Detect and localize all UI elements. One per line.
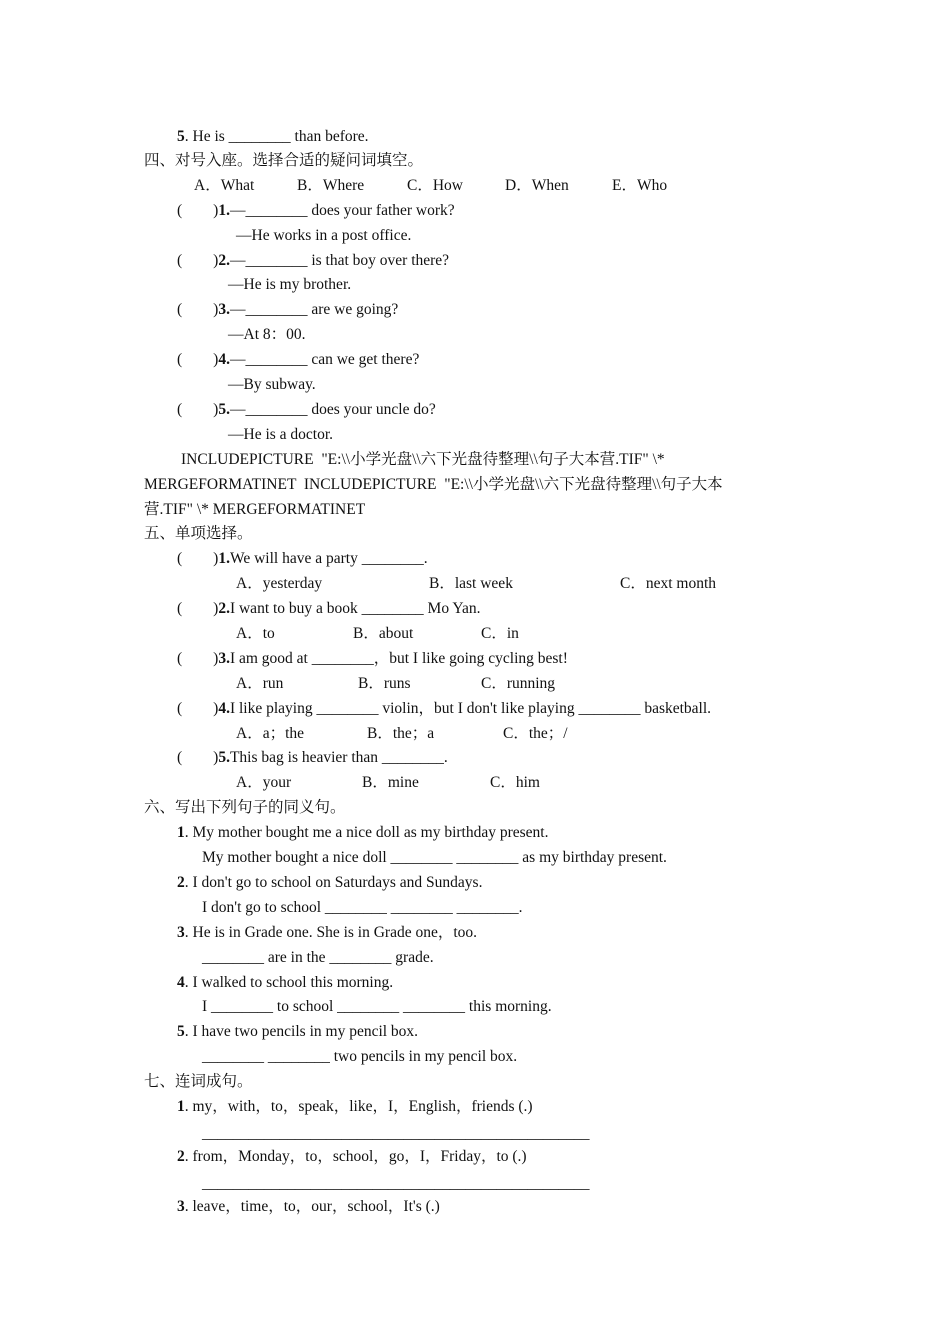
text-line (202, 1124, 590, 1144)
line-text: ( ) (177, 252, 219, 269)
question-text: —________ are we going? (229, 301, 399, 318)
text-line (144, 1072, 253, 1092)
answer-option: B．the；a (367, 725, 435, 742)
text-line (144, 475, 723, 495)
question-text: —________ can we get there? (229, 351, 420, 368)
question-text: I like playing ________ violin，but I don't like playing ________ basketball. (229, 700, 712, 717)
text-line (228, 275, 351, 295)
item-number: 3 (177, 924, 185, 941)
item-number: 3 (177, 1198, 185, 1215)
line-text: —He works in a post office. (236, 227, 412, 244)
question-number: 5. (218, 401, 230, 418)
text-line (144, 500, 365, 520)
text-line (177, 923, 477, 943)
answer-option: C．him (490, 774, 540, 791)
question-number: 1. (218, 202, 230, 219)
line-text: . from，Monday，to，school，go，I，Friday，to (.) (184, 1148, 527, 1165)
line-text: ( ) (177, 700, 219, 717)
item-number: 5 (177, 1023, 185, 1040)
text-line (177, 823, 549, 843)
answer-option: B．mine (362, 774, 419, 791)
answer-option: C．in (481, 625, 519, 642)
answer-option: A．to (236, 625, 275, 642)
answer-option: A．your (236, 774, 292, 791)
text-line (177, 127, 369, 147)
line-text: My mother bought a nice doll ________ ________ as my birthday present. (202, 849, 667, 866)
line-text: __________________________________________________ (202, 1175, 590, 1192)
question-text: —________ does your father work? (229, 202, 455, 219)
line-text: ( ) (177, 301, 219, 318)
question-text: This bag is heavier than ________. (229, 749, 448, 766)
answer-option: C．next month (620, 575, 717, 592)
line-text: INCLUDEPICTURE "E:\\小学光盘\\六下光盘待整理\\句子大本营.TIF" \* (181, 451, 665, 468)
line-text: I don't go to school ________ ________ ________. (202, 899, 523, 916)
line-text: . I don't go to school on Saturdays and Sundays. (184, 874, 483, 891)
line-text: 四、对号入座。选择合适的疑问词填空。 (144, 152, 424, 169)
text-line (177, 350, 419, 370)
answer-option: A．What (194, 177, 255, 194)
question-text: We will have a party ________. (229, 550, 428, 567)
question-text: —________ does your uncle do? (229, 401, 436, 418)
text-line (202, 948, 434, 968)
line-text: 七、连词成句。 (144, 1073, 253, 1090)
line-text: ( ) (177, 749, 219, 766)
text-line (202, 1174, 590, 1194)
answer-option: A．yesterday (236, 575, 323, 592)
line-text: 六、写出下列句子的同义句。 (144, 799, 346, 816)
text-line (228, 425, 333, 445)
text-line (177, 599, 481, 619)
line-text: . my，with，to，speak，like，I，English，friends (.) (184, 1098, 533, 1115)
text-line (177, 649, 568, 669)
line-text: —He is a doctor. (228, 426, 334, 443)
text-line (177, 251, 449, 271)
text-line (177, 973, 393, 993)
item-number: 1 (177, 1098, 185, 1115)
line-text: ( ) (177, 600, 219, 617)
item-number: 2 (177, 1148, 185, 1165)
line-text: ( ) (177, 650, 219, 667)
question-number: 1. (218, 550, 230, 567)
answer-option: C．the；/ (503, 725, 568, 742)
answer-option: A．run (236, 675, 284, 692)
line-text: 五、单项选择。 (144, 525, 253, 542)
text-line (177, 1197, 440, 1217)
text-line (177, 400, 436, 420)
text-line (177, 201, 455, 221)
line-text: ________ are in the ________ grade. (202, 949, 434, 966)
question-number: 5. (218, 749, 230, 766)
text-line (177, 1022, 418, 1042)
text-line (228, 325, 306, 345)
line-text: . He is ________ than before. (184, 128, 369, 145)
text-line (177, 873, 482, 893)
line-text: ( ) (177, 550, 219, 567)
line-text: ( ) (177, 202, 219, 219)
question-number: 2. (218, 600, 230, 617)
text-line (144, 524, 253, 544)
text-line (181, 450, 665, 470)
text-line (177, 748, 448, 768)
text-line (177, 699, 711, 719)
text-line (177, 1097, 533, 1117)
question-number: 2. (218, 252, 230, 269)
line-text: 营.TIF" \* MERGEFORMATINET (144, 501, 366, 518)
line-text: . My mother bought me a nice doll as my birthday present. (184, 824, 549, 841)
answer-option: C．running (481, 675, 556, 692)
line-text: ( ) (177, 351, 219, 368)
answer-option: B．last week (429, 575, 513, 592)
text-line (144, 798, 346, 818)
question-text: —________ is that boy over there? (229, 252, 450, 269)
question-text: I am good at ________，but I like going cycling best! (229, 650, 568, 667)
answer-option: D．When (505, 177, 569, 194)
answer-option: B．Where (297, 177, 365, 194)
question-number: 3. (218, 301, 230, 318)
answer-option: A．a；the (236, 725, 305, 742)
line-text: MERGEFORMATINET INCLUDEPICTURE "E:\\小学光盘\\六下光盘待整理\\句子大本 (144, 476, 723, 493)
line-text: . leave，time，to，our，school，It's (.) (184, 1198, 440, 1215)
line-text: . He is in Grade one. She is in Grade one，too. (184, 924, 478, 941)
question-number: 3. (218, 650, 230, 667)
item-number: 4 (177, 974, 185, 991)
text-line (177, 1147, 527, 1167)
text-line (202, 898, 523, 918)
answer-option: C．How (407, 177, 463, 194)
text-line (236, 226, 411, 246)
question-number: 4. (218, 700, 230, 717)
answer-option: E．Who (612, 177, 668, 194)
line-text: ________ ________ two pencils in my pencil box. (202, 1048, 518, 1065)
question-text: I want to buy a book ________ Mo Yan. (229, 600, 481, 617)
item-number: 5 (177, 128, 185, 145)
item-number: 2 (177, 874, 185, 891)
line-text: . I walked to school this morning. (184, 974, 394, 991)
question-number: 4. (218, 351, 230, 368)
line-text: —By subway. (228, 376, 316, 393)
text-line (202, 848, 667, 868)
text-line (202, 997, 552, 1017)
text-line (228, 375, 316, 395)
line-text: —At 8：00. (228, 326, 306, 343)
line-text: —He is my brother. (228, 276, 352, 293)
text-line (202, 1047, 517, 1067)
line-text: __________________________________________________ (202, 1125, 590, 1142)
text-line (177, 300, 398, 320)
line-text: ( ) (177, 401, 219, 418)
text-line (177, 549, 428, 569)
answer-option: B．about (353, 625, 414, 642)
line-text: . I have two pencils in my pencil box. (184, 1023, 419, 1040)
answer-option: B．runs (358, 675, 411, 692)
item-number: 1 (177, 824, 185, 841)
text-line (144, 151, 423, 171)
line-text: I ________ to school ________ ________ this morning. (202, 998, 552, 1015)
